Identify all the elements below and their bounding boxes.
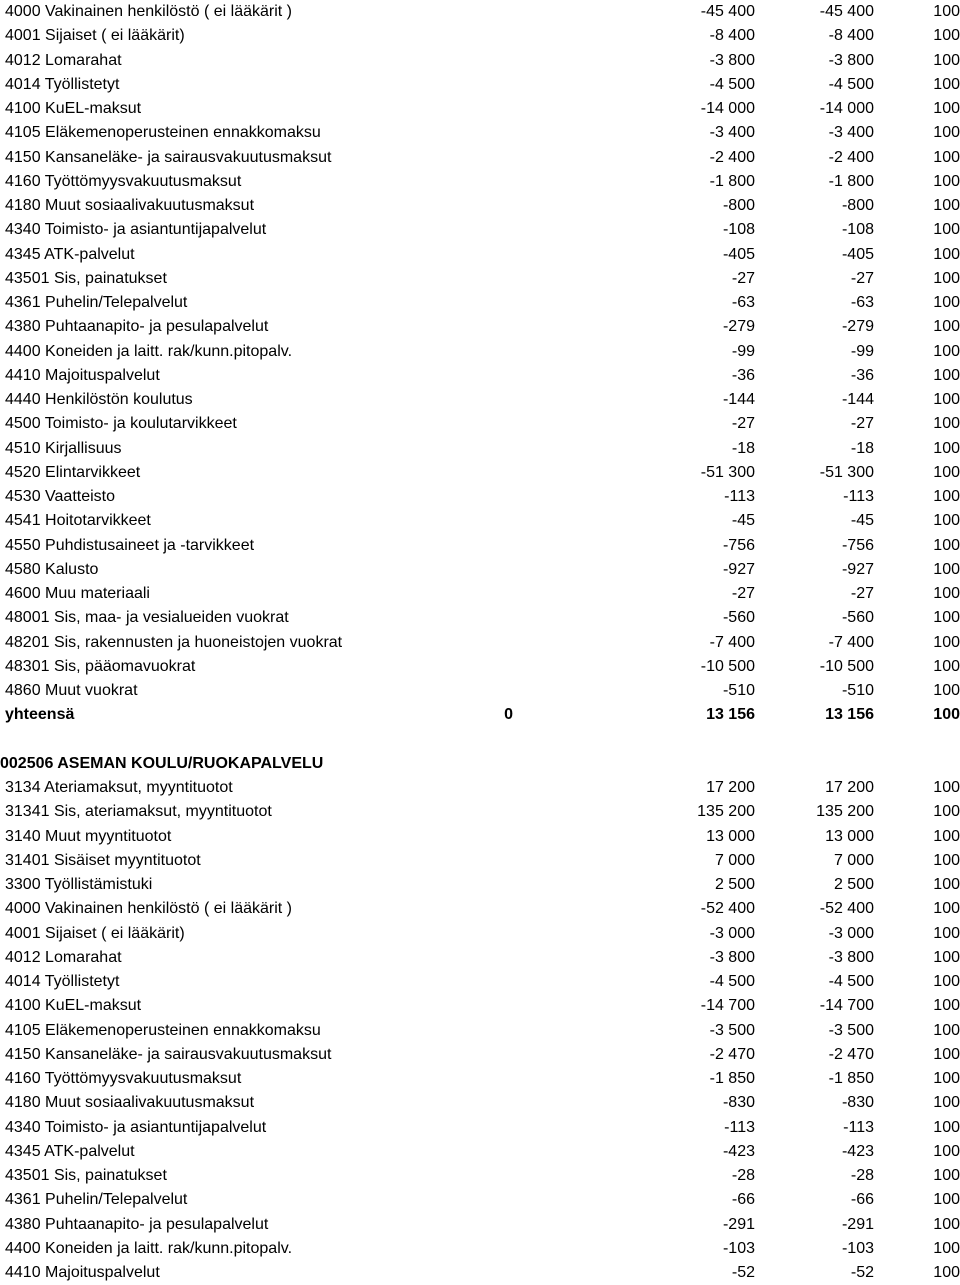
row-col-d: 100 (933, 124, 960, 142)
row-col-b: -4 500 (709, 973, 755, 990)
row-col-b: 17 200 (706, 779, 755, 796)
total-col-b: 13 156 (706, 706, 755, 724)
row-label: 4100 KuEL-maksut (5, 100, 142, 117)
row-col-d: 100 (933, 1264, 960, 1281)
row-col-c: -830 (841, 1094, 874, 1112)
row-col-b: -52 (731, 1264, 755, 1281)
row-col-d: 100 (933, 512, 960, 530)
table-row (0, 0, 960, 24)
table-row (0, 218, 960, 242)
table-row (0, 267, 960, 291)
row-col-c: -3 000 (828, 924, 874, 942)
row-col-c: -291 (841, 1215, 874, 1233)
row-col-d: 100 (933, 197, 960, 214)
row-col-d: 100 (933, 148, 960, 166)
row-col-b: -3 800 (709, 948, 755, 966)
row-col-c: -144 (841, 391, 874, 408)
row-col-d: 100 (933, 342, 960, 360)
row-col-c: 7 000 (833, 851, 874, 869)
row-col-d: 100 (933, 948, 960, 966)
row-label: 4014 Työllistetyt (5, 75, 120, 93)
row-label: 3140 Muut myyntituotot (5, 827, 172, 845)
row-label: 4150 Kansaneläke- ja sairausvakuutusmaksut (5, 148, 332, 166)
table-row (0, 243, 960, 267)
row-col-d: 100 (933, 366, 960, 384)
table-row (0, 509, 960, 533)
row-col-c: -927 (841, 560, 874, 578)
table-row (0, 534, 960, 558)
row-col-c: -99 (850, 342, 874, 360)
row-col-c: 13 000 (825, 827, 874, 845)
row-col-d: 100 (933, 1094, 960, 1112)
row-col-c: -27 (850, 269, 874, 287)
row-col-b: -45 (731, 512, 755, 530)
row-col-d: 100 (933, 633, 960, 651)
row-col-c: -7 400 (828, 633, 874, 651)
row-col-b: -52 400 (700, 900, 755, 918)
table-row (0, 194, 960, 218)
row-col-d: 100 (933, 391, 960, 408)
row-label: 4100 KuEL-maksut (5, 997, 142, 1015)
row-col-b: -99 (731, 342, 755, 360)
row-col-d: 100 (933, 900, 960, 918)
row-label: 4014 Työllistetyt (5, 973, 120, 990)
table-row (0, 97, 960, 121)
row-label: 4510 Kirjallisuus (5, 439, 122, 457)
row-label: 4380 Puhtaanapito- ja pesulapalvelut (5, 318, 269, 336)
total-row (0, 703, 960, 727)
table-row (0, 631, 960, 655)
table-row (0, 897, 960, 921)
row-col-c: -510 (841, 682, 874, 699)
table-row (0, 364, 960, 388)
table-row (0, 121, 960, 145)
row-col-d: 100 (933, 1215, 960, 1233)
row-col-d: 100 (933, 585, 960, 602)
row-label: 4105 Eläkemenoperusteinen ennakkomaksu (5, 1021, 321, 1039)
row-col-c: -279 (841, 318, 874, 336)
row-col-b: -45 400 (700, 3, 755, 20)
row-label: 4580 Kalusto (5, 560, 99, 578)
row-col-d: 100 (933, 536, 960, 554)
table-row (0, 291, 960, 315)
row-col-c: -3 800 (828, 948, 874, 966)
row-col-d: 100 (933, 415, 960, 433)
row-label: 4150 Kansaneläke- ja sairausvakuutusmaksut (5, 1045, 332, 1063)
row-col-d: 100 (933, 1142, 960, 1160)
row-col-d: 100 (933, 779, 960, 796)
row-col-d: 100 (933, 1118, 960, 1136)
table-row (0, 922, 960, 946)
table-row (0, 461, 960, 485)
row-col-c: -14 700 (819, 997, 874, 1015)
row-label: 4160 Työttömyysvakuutusmaksut (5, 172, 242, 190)
row-label: 4000 Vakinainen henkilöstö ( ei lääkärit ) (5, 3, 292, 20)
table-row (0, 1067, 960, 1091)
table-row (0, 315, 960, 339)
table-row (0, 606, 960, 630)
table-row (0, 679, 960, 703)
row-label: 4520 Elintarvikkeet (5, 463, 141, 481)
row-col-c: -560 (841, 609, 874, 627)
table-row (0, 170, 960, 194)
row-label: 31341 Sis, ateriamaksut, myyntituotot (5, 803, 272, 821)
row-col-d: 100 (933, 172, 960, 190)
row-col-d: 100 (933, 803, 960, 821)
row-col-d: 100 (933, 876, 960, 893)
table-row (0, 946, 960, 970)
row-col-c: -3 500 (828, 1021, 874, 1039)
table-row (0, 1213, 960, 1237)
row-col-b: -830 (722, 1094, 755, 1112)
table-row (0, 655, 960, 679)
row-col-c: -45 (850, 512, 874, 530)
row-col-d: 100 (933, 997, 960, 1015)
row-col-c: -113 (843, 1118, 874, 1136)
table-row (0, 970, 960, 994)
row-label: 4410 Majoituspalvelut (5, 366, 160, 384)
row-col-b: 2 500 (714, 876, 755, 893)
row-label: 4400 Koneiden ja laitt. rak/kunn.pitopalv. (5, 1239, 293, 1257)
row-col-c: -2 470 (828, 1045, 874, 1063)
table-row (0, 1140, 960, 1164)
row-col-c: -3 800 (828, 51, 874, 69)
row-col-c: -36 (850, 366, 874, 384)
row-label: 4105 Eläkemenoperusteinen ennakkomaksu (5, 124, 321, 142)
row-label: 4001 Sijaiset ( ei lääkärit) (5, 924, 185, 942)
row-col-b: -63 (731, 294, 755, 311)
row-label: 3300 Työllistämistuki (5, 876, 153, 893)
row-col-b: -113 (724, 1118, 755, 1136)
row-col-b: -36 (731, 366, 755, 384)
row-col-d: 100 (933, 560, 960, 578)
row-col-b: -4 500 (709, 75, 755, 93)
row-col-c: -108 (841, 221, 874, 239)
row-label: 4410 Majoituspalvelut (5, 1264, 160, 1281)
row-col-c: -66 (850, 1191, 874, 1209)
row-col-d: 100 (933, 924, 960, 942)
row-col-b: -108 (722, 221, 755, 239)
row-col-d: 100 (933, 269, 960, 287)
row-col-b: -144 (722, 391, 755, 408)
total-col-c: 13 156 (825, 706, 874, 724)
row-label: 4541 Hoitotarvikkeet (5, 512, 151, 530)
row-col-b: -3 500 (709, 1021, 755, 1039)
row-col-d: 100 (933, 1070, 960, 1087)
row-label: 4345 ATK-palvelut (5, 1142, 135, 1160)
row-col-b: 13 000 (706, 827, 755, 845)
table-row (0, 24, 960, 48)
row-col-b: -18 (731, 439, 755, 457)
table-row (0, 49, 960, 73)
row-col-b: -10 500 (700, 657, 755, 675)
row-col-c: -14 000 (819, 100, 874, 117)
row-col-d: 100 (933, 1167, 960, 1184)
budget-section-2 (0, 776, 960, 1285)
table-row (0, 1091, 960, 1115)
row-label: 4530 Vaatteisto (5, 488, 116, 505)
row-label: 4012 Lomarahat (5, 948, 122, 966)
row-label: 3134 Ateriamaksut, myyntituotot (5, 779, 233, 796)
row-col-c: -51 300 (819, 463, 874, 481)
row-label: 48001 Sis, maa- ja vesialueiden vuokrat (5, 609, 289, 627)
row-col-d: 100 (933, 827, 960, 845)
table-row (0, 412, 960, 436)
row-col-b: -405 (722, 245, 755, 263)
row-col-b: -3 800 (709, 51, 755, 69)
row-col-c: -27 (850, 585, 874, 602)
row-label: 31401 Sisäiset myyntituotot (5, 851, 201, 869)
row-label: 4600 Muu materiaali (5, 585, 150, 602)
row-col-b: -291 (722, 1215, 755, 1233)
table-row (0, 1116, 960, 1140)
row-label: 4160 Työttömyysvakuutusmaksut (5, 1070, 242, 1087)
row-label: 4550 Puhdistusaineet ja -tarvikkeet (5, 536, 255, 554)
row-col-d: 100 (933, 318, 960, 336)
table-row (0, 1188, 960, 1212)
table-row (0, 994, 960, 1018)
row-col-d: 100 (933, 463, 960, 481)
section-spacer (0, 728, 960, 752)
table-row (0, 146, 960, 170)
row-col-d: 100 (933, 682, 960, 699)
row-col-c: -45 400 (819, 3, 874, 20)
row-col-d: 100 (933, 1021, 960, 1039)
row-label: 4001 Sijaiset ( ei lääkärit) (5, 27, 185, 45)
table-row (0, 776, 960, 800)
row-col-b: -51 300 (700, 463, 755, 481)
row-label: 48201 Sis, rakennusten ja huoneistojen vuokrat (5, 633, 343, 651)
row-label: 4180 Muut sosiaalivakuutusmaksut (5, 197, 255, 214)
row-col-b: -27 (731, 269, 755, 287)
row-col-b: -927 (722, 560, 755, 578)
row-col-d: 100 (933, 1045, 960, 1063)
row-col-b: -3 400 (709, 124, 755, 142)
row-label: 4180 Muut sosiaalivakuutusmaksut (5, 1094, 255, 1112)
row-col-b: -113 (724, 488, 755, 505)
row-col-c: 135 200 (816, 803, 874, 821)
row-col-c: -8 400 (828, 27, 874, 45)
row-col-b: -756 (722, 536, 755, 554)
row-col-b: -27 (731, 585, 755, 602)
row-col-d: 100 (933, 3, 960, 20)
table-row (0, 800, 960, 824)
table-row (0, 1019, 960, 1043)
total-col-d: 100 (933, 706, 960, 724)
row-col-d: 100 (933, 245, 960, 263)
row-col-c: -4 500 (828, 75, 874, 93)
row-col-d: 100 (933, 1191, 960, 1209)
row-col-b: -800 (722, 197, 755, 214)
row-col-c: 2 500 (833, 876, 874, 893)
row-col-b: -1 850 (709, 1070, 755, 1087)
table-row (0, 825, 960, 849)
table-row (0, 849, 960, 873)
row-col-c: -10 500 (819, 657, 874, 675)
row-col-b: -8 400 (709, 27, 755, 45)
row-label: 4361 Puhelin/Telepalvelut (5, 294, 188, 311)
row-label: 4345 ATK-palvelut (5, 245, 135, 263)
row-col-b: -560 (722, 609, 755, 627)
row-col-d: 100 (933, 51, 960, 69)
table-row (0, 1164, 960, 1188)
row-col-c: -113 (843, 488, 874, 505)
row-col-b: -28 (731, 1167, 755, 1184)
row-col-c: 17 200 (825, 779, 874, 796)
row-col-b: -66 (731, 1191, 755, 1209)
row-label: 43501 Sis, painatukset (5, 269, 167, 287)
row-col-c: -52 400 (819, 900, 874, 918)
row-col-c: -52 (850, 1264, 874, 1281)
row-col-d: 100 (933, 1239, 960, 1257)
section-heading-text: 002506 ASEMAN KOULU/RUOKAPALVELU (0, 754, 324, 772)
row-col-b: -2 400 (709, 148, 755, 166)
row-col-b: -279 (722, 318, 755, 336)
row-col-d: 100 (933, 851, 960, 869)
row-col-b: -14 000 (700, 100, 755, 117)
table-row (0, 340, 960, 364)
table-row (0, 1043, 960, 1067)
row-label: 43501 Sis, painatukset (5, 1167, 167, 1184)
row-col-b: -103 (722, 1239, 755, 1257)
row-col-c: -4 500 (828, 973, 874, 990)
row-col-b: -1 800 (709, 172, 755, 190)
row-col-d: 100 (933, 439, 960, 457)
row-col-d: 100 (933, 657, 960, 675)
row-col-b: -2 470 (709, 1045, 755, 1063)
table-row (0, 485, 960, 509)
table-row (0, 582, 960, 606)
row-label: 4340 Toimisto- ja asiantuntijapalvelut (5, 1118, 267, 1136)
row-col-d: 100 (933, 221, 960, 239)
row-col-c: -800 (841, 197, 874, 214)
row-label: 48301 Sis, pääomavuokrat (5, 657, 196, 675)
row-label: 4340 Toimisto- ja asiantuntijapalvelut (5, 221, 267, 239)
row-col-d: 100 (933, 609, 960, 627)
row-col-b: -510 (722, 682, 755, 699)
row-col-d: 100 (933, 488, 960, 505)
row-label: 4500 Toimisto- ja koulutarvikkeet (5, 415, 237, 433)
row-col-b: -14 700 (700, 997, 755, 1015)
table-row (0, 437, 960, 461)
table-row (0, 558, 960, 582)
row-label: 4860 Muut vuokrat (5, 682, 138, 699)
row-col-c: -63 (850, 294, 874, 311)
row-col-b: 135 200 (697, 803, 755, 821)
row-col-b: -27 (731, 415, 755, 433)
row-col-b: -7 400 (709, 633, 755, 651)
row-col-c: -1 800 (828, 172, 874, 190)
row-label: 4400 Koneiden ja laitt. rak/kunn.pitopalv. (5, 342, 293, 360)
row-col-c: -423 (841, 1142, 874, 1160)
row-col-d: 100 (933, 100, 960, 117)
row-col-d: 100 (933, 294, 960, 311)
row-col-c: -103 (841, 1239, 874, 1257)
row-col-c: -2 400 (828, 148, 874, 166)
row-col-b: -423 (722, 1142, 755, 1160)
row-label: 4361 Puhelin/Telepalvelut (5, 1191, 188, 1209)
row-col-b: 7 000 (714, 851, 755, 869)
row-col-b: -3 000 (709, 924, 755, 942)
row-col-c: -3 400 (828, 124, 874, 142)
table-row (0, 1261, 960, 1285)
row-label: 4440 Henkilöstön koulutus (5, 391, 193, 408)
row-col-c: -18 (850, 439, 874, 457)
row-label: 4000 Vakinainen henkilöstö ( ei lääkärit ) (5, 900, 292, 918)
table-row (0, 388, 960, 412)
row-col-c: -28 (850, 1167, 874, 1184)
section-heading (0, 752, 960, 776)
table-row (0, 873, 960, 897)
total-col-a: 0 (504, 706, 513, 724)
row-col-c: -405 (841, 245, 874, 263)
row-col-d: 100 (933, 973, 960, 990)
row-col-c: -756 (841, 536, 874, 554)
total-label: yhteensä (5, 706, 75, 724)
row-col-c: -1 850 (828, 1070, 874, 1087)
row-col-d: 100 (933, 27, 960, 45)
row-col-c: -27 (850, 415, 874, 433)
row-col-d: 100 (933, 75, 960, 93)
table-row (0, 1237, 960, 1261)
row-label: 4012 Lomarahat (5, 51, 122, 69)
table-row (0, 73, 960, 97)
row-label: 4380 Puhtaanapito- ja pesulapalvelut (5, 1215, 269, 1233)
